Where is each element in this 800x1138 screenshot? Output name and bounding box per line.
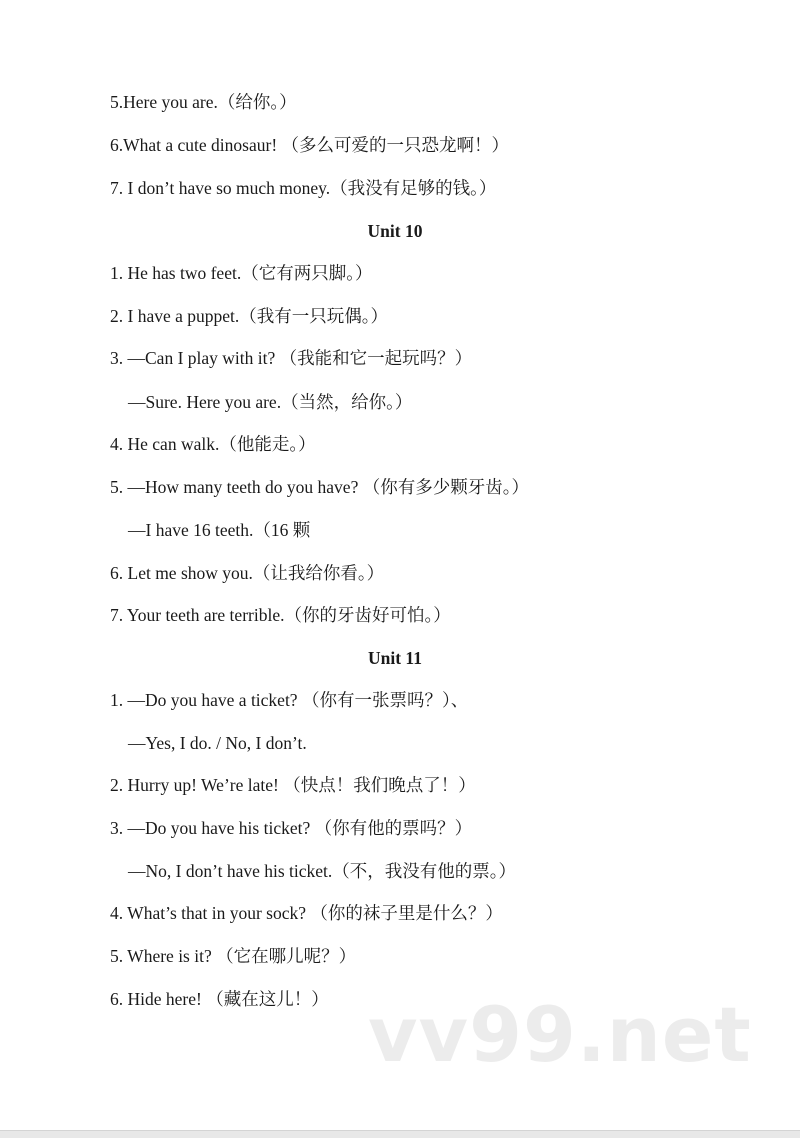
sentence-line: 1. He has two feet.（它有两只脚。） [110, 263, 373, 283]
sentence-line: 7. I don’t have so much money.（我没有足够的钱。） [110, 178, 497, 198]
sentence-line: 6.What a cute dinosaur! （多么可爱的一只恐龙啊！） [110, 135, 510, 155]
unit-11-heading: Unit 11 [368, 648, 422, 668]
sentence-line: 2. Hurry up! We’re late! （快点！我们晚点了！） [110, 775, 476, 795]
sentence-line: 6. Hide here! （藏在这儿！） [110, 989, 329, 1009]
sentence-line: 4. He can walk.（他能走。） [110, 434, 316, 454]
sentence-line: 5. Where is it? （它在哪儿呢？） [110, 946, 357, 966]
sentence-line: 5.Here you are.（给你。） [110, 92, 297, 112]
sentence-line: —Sure. Here you are.（当然，给你。） [128, 392, 413, 412]
sentence-line: —Yes, I do. / No, I don’t. [128, 733, 307, 753]
sentence-line: 1. —Do you have a ticket? （你有一张票吗？）、 [110, 690, 469, 710]
unit-10-heading: Unit 10 [367, 221, 423, 241]
sentence-line: 6. Let me show you.（让我给你看。） [110, 563, 385, 583]
sentence-line: —I have 16 teeth.（16 颗 [128, 520, 311, 540]
sentence-line: 3. —Do you have his ticket? （你有他的票吗？） [110, 818, 473, 838]
sentence-line: 2. I have a puppet.（我有一只玩偶。） [110, 306, 389, 326]
sentence-line: 3. —Can I play with it? （我能和它一起玩吗？） [110, 348, 473, 368]
sentence-line: 7. Your teeth are terrible.（你的牙齿好可怕。） [110, 605, 451, 625]
sentence-line: 4. What’s that in your sock? （你的袜子里是什么？） [110, 903, 503, 923]
sentence-line: 5. —How many teeth do you have? （你有多少颗牙齿。） [110, 477, 529, 497]
site-watermark: vv99.net [368, 990, 752, 1079]
sentence-line: —No, I don’t have his ticket.（不，我没有他的票。） [128, 861, 517, 881]
